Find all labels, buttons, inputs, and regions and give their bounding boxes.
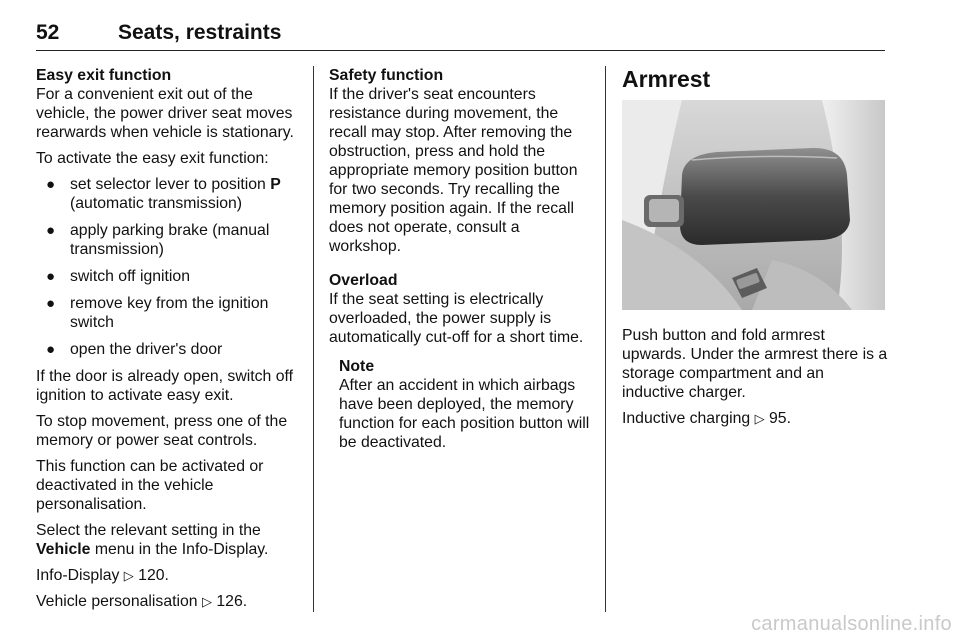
list-item — [36, 294, 304, 332]
safety-text: If the driver's seat encounters resistance during movement, the recall may stop. After removing the obstruction, press and hold the appropriate memory position button for two seconds. Try recalling the memory position again. If the recall does not operate, consult a workshop. — [329, 86, 578, 255]
page-number: 52 — [36, 21, 60, 44]
easy-exit-intro: For a convenient exit out of the vehicle, the power driver seat moves rearwards when vehicle is stationary. — [36, 86, 294, 141]
bullet-icon: ● — [46, 341, 56, 358]
selector-position-p: P — [270, 176, 281, 193]
note-box — [329, 357, 594, 452]
bullet-icon: ● — [46, 268, 56, 285]
activate-intro: To activate the easy exit function: — [36, 150, 269, 167]
info-display-reference[interactable]: Info-Display ▷ 120. — [36, 567, 169, 584]
note-heading: Note — [339, 358, 375, 375]
list-item — [36, 221, 304, 259]
list-item — [36, 340, 304, 359]
page-header — [36, 16, 885, 51]
bullet-text-suffix: (automatic transmission) — [70, 195, 243, 212]
column-safety — [329, 66, 594, 459]
easy-exit-heading: Easy exit function — [36, 67, 172, 84]
list-item — [36, 175, 304, 213]
personalisation-text: This function can be activated or deactivated in the vehicle personalisation. — [36, 458, 264, 513]
overload-text: If the seat setting is electrically overloaded, the power supply is automatically cut-off for a short time. — [329, 291, 584, 346]
column-divider-1 — [313, 66, 314, 612]
safety-heading: Safety function — [329, 67, 444, 84]
list-item — [36, 267, 304, 286]
door-open-text: If the door is already open, switch off ignition to activate easy exit. — [36, 368, 293, 404]
overload-heading: Overload — [329, 272, 398, 289]
vehicle-menu-label: Vehicle — [36, 541, 91, 558]
watermark: carmanualsonline.info — [751, 613, 952, 635]
column-armrest — [622, 66, 890, 435]
bullet-text: switch off ignition — [70, 268, 191, 285]
bullet-text: open the driver's door — [70, 341, 223, 358]
armrest-title: Armrest — [622, 66, 711, 92]
reference-arrow-icon: ▷ — [754, 411, 765, 426]
bullet-text: remove key from the ignition switch — [70, 295, 269, 331]
bullet-icon: ● — [46, 176, 56, 193]
bullet-text: apply parking brake (manual transmission) — [70, 222, 270, 258]
column-divider-2 — [605, 66, 606, 612]
reference-arrow-icon: ▷ — [123, 568, 134, 583]
bullet-icon: ● — [46, 295, 56, 312]
activation-steps-list — [36, 175, 304, 359]
inductive-charging-reference[interactable]: Inductive charging ▷ 95. — [622, 410, 791, 427]
bullet-text: set selector lever to position — [70, 176, 271, 193]
select-setting-text: Select the relevant setting in the Vehicle menu in the Info-Display. — [36, 522, 269, 558]
note-text: After an accident in which airbags have been deployed, the memory function for each position button will be deactivated. — [339, 377, 590, 451]
section-title: Seats, restraints — [118, 21, 282, 44]
personalisation-reference[interactable]: Vehicle personalisation ▷ 126. — [36, 593, 248, 610]
armrest-photo — [622, 100, 885, 310]
reference-arrow-icon: ▷ — [201, 594, 212, 609]
stop-movement-text: To stop movement, press one of the memory or power seat controls. — [36, 413, 288, 449]
bullet-icon: ● — [46, 222, 56, 239]
armrest-text: Push button and fold armrest upwards. Under the armrest there is a storage compartment and an inductive charger. — [622, 327, 888, 401]
column-easy-exit — [36, 66, 304, 618]
